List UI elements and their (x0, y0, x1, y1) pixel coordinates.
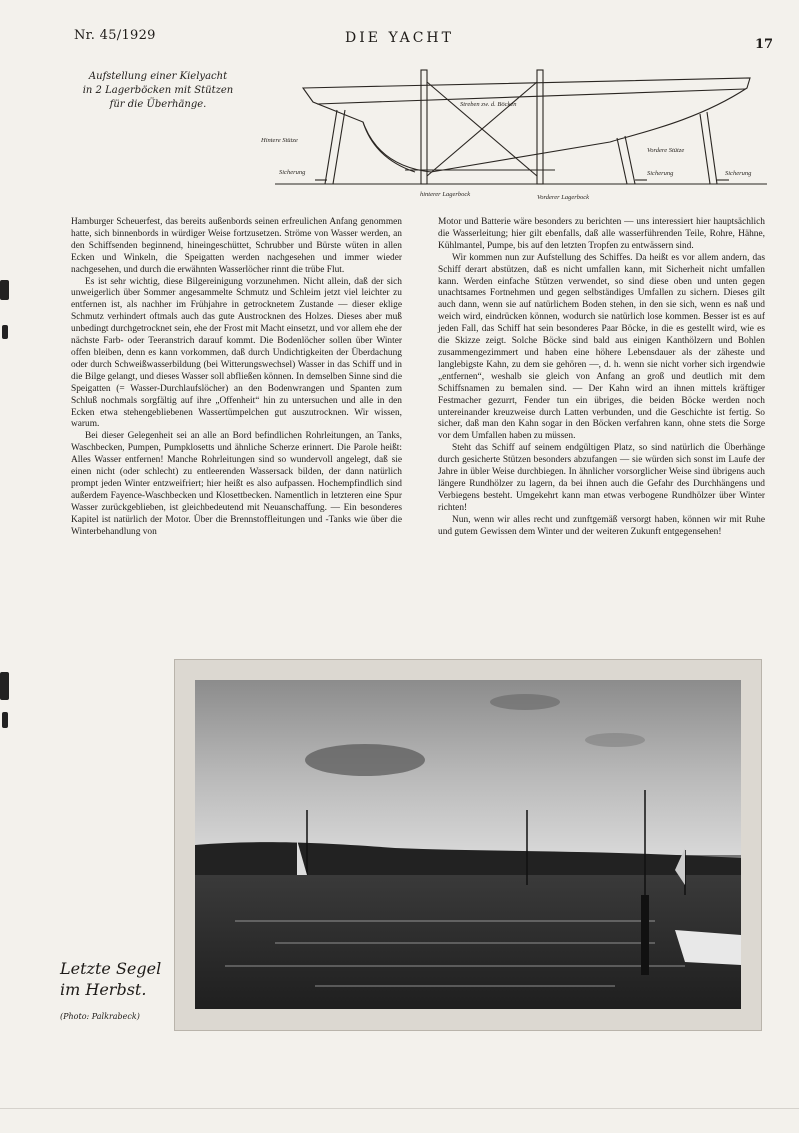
text-column-right (438, 217, 765, 538)
keel-line (363, 122, 415, 172)
sheer-line (317, 89, 745, 104)
photo-credit: (Photo: Palkrabeck) (60, 1012, 140, 1021)
cloud (305, 744, 425, 776)
front-prop (617, 138, 627, 184)
scan-binding-mark (2, 712, 8, 728)
label-streben: Streben zw. d. Böcken (460, 101, 517, 108)
scan-binding-mark (0, 280, 9, 300)
cloud (490, 694, 560, 710)
label-hinterer-lagerbock: hinterer Lagerbock (420, 191, 471, 198)
label-sicherung: Sicherung (725, 170, 752, 177)
magazine-title: DIE YACHT (345, 30, 454, 46)
photo-caption (60, 958, 161, 1000)
paragraph: Bei dieser Gelegenheit sei an alle an Bord befindlichen Rohrleitungen, an Tanks, Waschbecken, Pumpen, Pumpklosetts und ähnliche Scherze erinnert. Die Parole heißt: Alles Wasser entfernen! Manche Rohrleitungen sind so wundervoll angelegt, daß sie einen nicht (oder schlecht) zu entleerenden Wassersack bilden, der dann natürlich prompt jeden Winter entzweifriert; hier heißt es also aufpassen. Hochempfindlich sind außerdem Fayence-Waschbecken und Klosettbecken. Namentlich in letzteren eine Spur Wasser zurückgeblieben, ist gleichbedeutend mit Neuanschaffung. — Ein besonderes Kapitel ist natürlich der Motor. Über die Brennstoffleitungen und -Tanks wie über die Winterbehandlung von (71, 431, 402, 537)
paragraph: Hamburger Scheuerfest, das bereits außenbords seinen erfreulichen Anfang genommen hatte, sich binnenbords in würdiger Weise fortzusetzen. Ströme von Wasser werden, an den Schiffsenden beginnend, hineingeschüttet, Schrubber und Bürste wüten in allen Ecken und Winkeln, die Speigatten werden nachgesehen und immer wieder nachgesehen, und durch die erwähnten Wasserlöcher rinnt die trübe Flut. (71, 217, 402, 275)
figure-caption-line: für die Überhänge. (109, 99, 207, 110)
issue-number: Nr. 45/1929 (74, 28, 156, 43)
paragraph: Es ist sehr wichtig, diese Bilgereinigung vorzunehmen. Nicht allein, daß der sich unweigerlich über Sommer angesammelte Schmutz und Schleim jetzt viel leichter zu entfernen ist, als nachher im Frühjahre in getrocknetem Zustande — dieser eklige Schmutz verhindert oftmals auch das gute Austrocknen des Holzes. Dieses aber muß unbedingt durchgetrocknet sein, ehe der Frost mit Macht einsetzt, und vor allem ehe der nächste Farb- oder Teeranstrich darauf kommt. Die Bodenlöcher sollen über Winter offen bleiben, denn es kann vorkommen, daß durch Undichtigkeiten der Überdachung oder durch Schweißwasserbildung (bei Witterungswechsel) Wasser in das Schiff und in die Bilge gelangt, und dieses Wasser soll abfließen können. In demselben Sinne sind die Speigatten (= Wasser-Durchlaufslöcher) an den Bodenwrangen und Spanten zum Schluß nochmals sorgfältig auf ihre „Offenheit“ hin zu untersuchen und alle in den Ecken etwa stehengebliebenen Wassertümpelchen gut auszutrocknen. Wir wissen, warum. (71, 276, 402, 430)
figure-caption (78, 70, 238, 112)
sailboats-photo (195, 680, 741, 1009)
label-vordere-stuetze: Vordere Stütze (647, 147, 685, 154)
label-sicherung: Sicherung (279, 169, 306, 176)
page-edge (0, 1108, 799, 1109)
page-number: 17 (755, 37, 774, 52)
figure-caption-line: Aufstellung einer Kielyacht (88, 71, 228, 82)
label-sicherung: Sicherung (647, 170, 674, 177)
front-trestle-post (537, 70, 543, 184)
paragraph: Motor und Batterie wäre besonders zu berichten — uns interessiert hier hauptsächlich die Wasserleitung; hier gilt ebenfalls, daß alle wasserführenden Teile, Rohre, Hähne, Kühlmantel, Pumpe, bis auf den letzten Tropfen zu entwässern sind. (438, 217, 765, 251)
paragraph: Wir kommen nun zur Aufstellung des Schiffes. Da heißt es vor allem andern, das Schiff derart abstützen, daß es nicht umfallen kann, mit Sicherheit nicht umfallen kann. Werden einfache Stützen verwendet, so sind diese oben und unten gegen unachtsames Fortnehmen und gegen selbständiges Umfallen zu sichern. Dieses gilt auch dann, wenn sie auf natürlichem Boden stehen, in den sie sich, wenn es naß und weich wird, eindrücken können, wodurch sie natürlich lose kommen. Besser ist es auf jeden Fall, das Schiff hat sein besonderes Paar Böcke, in die es gestellt wird, wie es die Skizze zeigt. Solche Böcke sind bald aus einigen Kanthölzern und Bohlen zusammengezimmert und haben eine höhere Lebensdauer als der zäheste und langlebigste Kahn, zu dem sie gehören —, d. h. wenn sie nicht vorher sich irgendwie „entfernen“, weshalb sie gleich von Anfang an groß und deutlich mit dem Schiffsnamen zu bemalen sind. — Der Kahn wird an ihnen mittels kräftiger Festmacher gezurrt, Fender tun ein übriges, die beiden Böcke werden noch untereinander kreuzweise durch Latten verbunden, und die Geschichte ist fertig. So sicher, daß man den Kahn sogar in den Böcken verfahren kann, ohne stets die Sorge vor dem Umfallen haben zu müssen. (438, 252, 765, 442)
figure-caption-line: in 2 Lagerböcken mit Stützen (82, 85, 234, 96)
paragraph: Nun, wenn wir alles recht und zunftgemäß versorgt haben, können wir mit Ruhe und gutem Gewissen dem Winter und der weiteren Zukunft entgegensehen! (438, 514, 765, 537)
scan-binding-mark (2, 325, 8, 339)
label-hintere-stuetze: Hintere Stütze (261, 137, 298, 144)
moored-boat (675, 930, 741, 965)
front-prop (625, 136, 635, 184)
hull-outline (303, 78, 750, 172)
photo-caption-line: Letzte Segel (60, 959, 162, 978)
photo-caption-line: im Herbst. (60, 980, 147, 999)
label-vorderer-lagerbock: Vorderer Lagerbock (537, 194, 590, 201)
text-column-left (71, 217, 402, 538)
paragraph: Steht das Schiff auf seinem endgültigen Platz, so sind natürlich die Überhänge durch gesicherte Stützen besonders abzufangen — sie würden sich sonst im Laufe der Jahre in übler Weise durchbiegen. In ähnlicher vorsorglicher Weise sind übrigens auch längere Rundhölzer zu lagern, da bei ihnen auch die Gefahr des Durchhängens und Verbiegens besteht. Umgekehrt kann man etwas verbogene Rundhölzer über Winter richten! (438, 443, 765, 513)
rear-trestle-post (421, 70, 427, 184)
sky (195, 680, 741, 855)
mooring-post (641, 895, 649, 975)
yacht-support-diagram (255, 62, 775, 212)
cloud (585, 733, 645, 747)
scan-binding-mark (0, 672, 9, 700)
